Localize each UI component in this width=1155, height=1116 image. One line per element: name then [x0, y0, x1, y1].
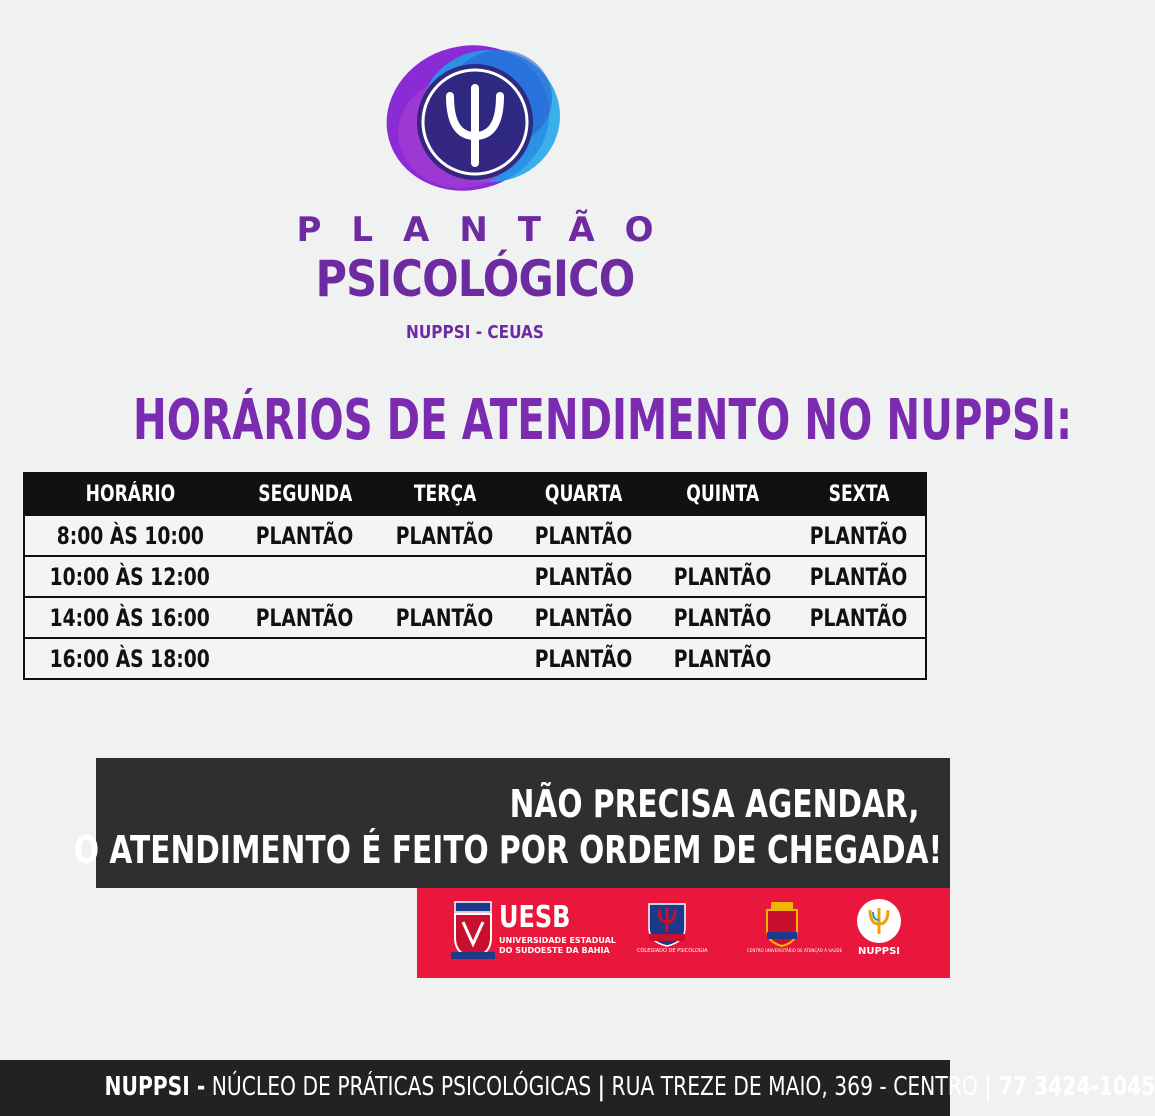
notice-banner [73, 758, 950, 888]
table-cell [375, 563, 515, 591]
table-cell: PLANTÃO [256, 603, 354, 632]
table-cell: PLANTÃO [396, 603, 494, 632]
footer-separator: | [597, 1072, 606, 1102]
table-cell: PLANTÃO [535, 603, 633, 632]
table-cell [235, 645, 375, 673]
header-cell: SEXTA [828, 481, 890, 507]
brand-title-line1: PLANTÃO [296, 210, 684, 250]
nuppsi-wordmark: NUPPSI [857, 946, 901, 957]
nuppsi-badge-icon [856, 898, 902, 944]
header-cell: SEGUNDA [258, 481, 352, 507]
psi-logo-icon [380, 38, 570, 203]
table-cell: PLANTÃO [535, 562, 633, 591]
brand-subtitle: NUPPSI - CEUAS [406, 322, 544, 343]
footer-separator: | [984, 1072, 992, 1102]
schedule-table [23, 472, 927, 680]
table-cell: PLANTÃO [810, 521, 908, 550]
nuppsi-logo [849, 898, 909, 968]
table-cell [793, 645, 925, 673]
notice-line-1: NÃO PRECISA AGENDAR, [510, 782, 920, 826]
table-cell: PLANTÃO [674, 562, 772, 591]
ceuas-caption: CENTRO UNIVERSITÁRIO DE ATENÇÃO À SAÚDE [747, 948, 843, 953]
header-cell: HORÁRIO [85, 481, 175, 507]
psicologia-logo [637, 900, 708, 970]
table-cell [375, 645, 515, 673]
header-cell: QUINTA [686, 481, 760, 507]
table-cell: PLANTÃO [535, 644, 633, 673]
psicologia-crest-icon [647, 902, 687, 948]
uesb-subtitle-1: UNIVERSIDADE ESTADUAL [499, 936, 616, 945]
table-cell [653, 522, 793, 550]
uesb-wordmark: UESB [499, 900, 571, 935]
footer-phone: 77 3424-1045 [991, 1072, 1155, 1102]
ceuas-logo [747, 900, 843, 970]
footer-bar [0, 1060, 1155, 1116]
table-row [25, 555, 925, 596]
table-row [25, 637, 925, 678]
footer-org: NUPPSI - [104, 1072, 206, 1102]
time-cell: 8:00 ÀS 10:00 [56, 521, 204, 550]
psicologia-caption: COLEGIADO DE PSICOLOGIA [637, 948, 708, 954]
table-cell [235, 563, 375, 591]
table-cell: PLANTÃO [674, 644, 772, 673]
partner-logos-strip [417, 888, 950, 978]
header-cell: QUARTA [545, 481, 623, 507]
time-cell: 16:00 ÀS 18:00 [49, 644, 211, 673]
table-header-row [25, 474, 925, 514]
time-cell: 14:00 ÀS 16:00 [49, 603, 211, 632]
uesb-crest-icon [451, 900, 495, 962]
time-cell: 10:00 ÀS 12:00 [49, 562, 211, 591]
table-cell: PLANTÃO [535, 521, 633, 550]
brand-title-line2: PSICOLÓGICO [315, 250, 635, 308]
table-row [25, 514, 925, 555]
table-cell: PLANTÃO [810, 562, 908, 591]
footer-text [104, 1072, 1155, 1102]
schedule-headline: HORÁRIOS DE ATENDIMENTO NO NUPPSI: [133, 388, 1073, 453]
table-cell: PLANTÃO [674, 603, 772, 632]
table-cell: PLANTÃO [396, 521, 494, 550]
table-cell: PLANTÃO [810, 603, 908, 632]
uesb-subtitle-2: DO SUDOESTE DA BAHIA [499, 946, 610, 955]
notice-line-2: O ATENDIMENTO É FEITO POR ORDEM DE CHEGADA! [73, 828, 942, 872]
uesb-logo [451, 900, 616, 966]
footer-address: RUA TREZE DE MAIO, 369 - CENTRO [605, 1072, 985, 1102]
footer-org-full: NÚCLEO DE PRÁTICAS PSICOLÓGICAS [205, 1072, 598, 1102]
ceuas-crest-icon [765, 902, 799, 948]
header-cell: TERÇA [413, 481, 477, 507]
table-cell: PLANTÃO [256, 521, 354, 550]
table-row [25, 596, 925, 637]
